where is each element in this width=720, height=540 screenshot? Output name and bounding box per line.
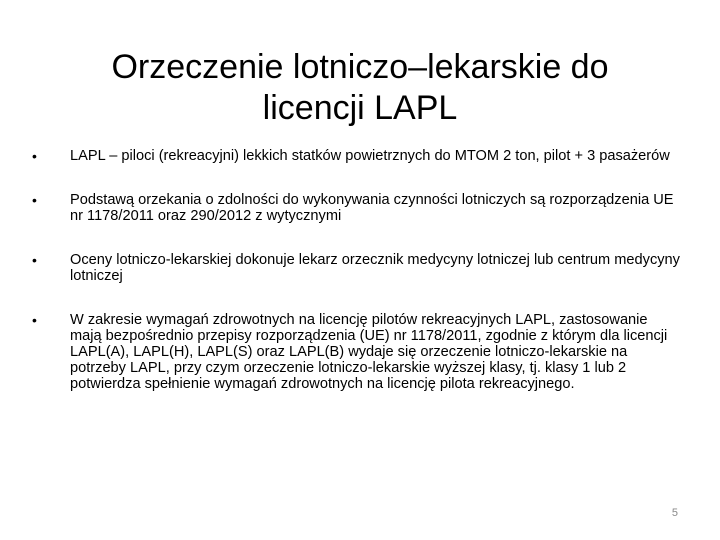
- bullet-text: W zakresie wymagań zdrowotnych na licencję pilotów rekreacyjnych LAPL, zastosowanie mają bezpośrednio przepisy rozporządzenia (UE) nr 1178/2011, zgodnie z którym dla licencji LAPL(A), LAPL(H), LAPL(S) oraz LAPL(B) wydaje się orzeczenie lotniczo-lekarskie na potrzeby LAPL, przy czym orzeczenie lotniczo-lekarskie wyższej klasy, tj. klasy 1 lub 2 potwierdza spełnienie wymagań zdrowotnych na licencję pilota rekreacyjnego.: [70, 312, 668, 392]
- bullet-dot-icon: •: [32, 148, 37, 164]
- page-number: 5: [671, 507, 678, 519]
- bullet-text: Podstawą orzekania o zdolności do wykonywania czynności lotniczych są rozporządzenia UE nr 1178/2011 oraz 290/2012 z wytycznymi: [70, 192, 674, 224]
- bullet-item-medical-requirements: [32, 312, 682, 392]
- bullet-dot-icon: •: [32, 252, 37, 268]
- bullet-dot-icon: •: [32, 312, 37, 328]
- bullet-text: LAPL – piloci (rekreacyjni) lekkich statków powietrznych do MTOM 2 ton, pilot + 3 pasażerów: [70, 148, 670, 164]
- slide-title: [40, 47, 680, 129]
- bullet-dot-icon: •: [32, 192, 37, 208]
- title-line-1: Orzeczenie lotniczo–lekarskie do: [111, 47, 609, 86]
- bullet-text: Oceny lotniczo-lekarskiej dokonuje lekarz orzecznik medycyny lotniczej lub centrum medycyny lotniczej: [70, 252, 680, 284]
- bullet-item-legal-basis: [32, 192, 682, 224]
- title-line-2: licencji LAPL: [262, 88, 458, 127]
- bullet-list: [32, 148, 682, 392]
- bullet-item-lapl-scope: [32, 148, 682, 164]
- bullet-item-assessor: [32, 252, 682, 284]
